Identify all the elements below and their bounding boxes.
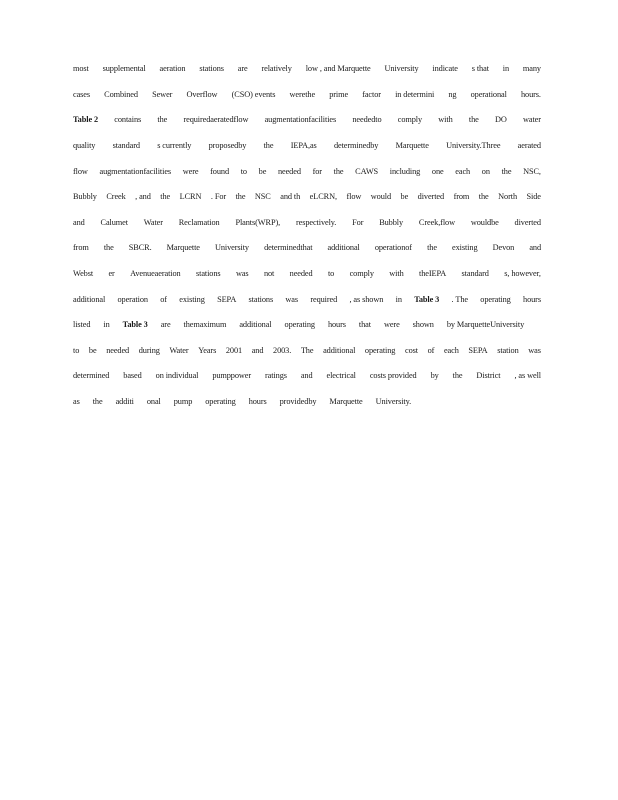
word: the [452,371,463,381]
word: cost [405,345,418,355]
text-line [73,133,541,159]
word: needed [106,345,130,355]
word: NSC, [523,166,541,176]
word: NSC [254,192,271,202]
word: was [528,345,541,355]
word: ng [448,89,457,99]
word: additional [73,294,106,304]
word: supplemental [102,64,146,74]
text-line [73,261,541,287]
word: existing [452,243,478,253]
word: existing [179,294,205,304]
word: diverted [514,217,541,227]
word: hours [248,397,267,407]
word: For [352,217,364,227]
word: Side [526,192,541,202]
word: Creek [106,192,126,202]
word: operating [480,294,511,304]
word: from [453,192,470,202]
word: with [438,115,453,125]
word: CAWS [355,166,379,176]
text-line [73,56,541,82]
word: SBCR. [128,243,152,253]
word: operational [470,89,507,99]
word: additional [239,320,272,330]
word: University [214,243,249,253]
word: to [73,345,80,355]
word: one [431,166,444,176]
word: stations [195,269,221,279]
word: diverted [417,192,445,202]
word: , and [135,192,151,202]
word: Bubbly [73,192,97,202]
word: Sewer [152,89,173,99]
word: found [210,166,229,176]
word: SEPA [468,345,488,355]
word: s that [471,64,489,74]
word: the [92,397,103,407]
word: standard [461,269,489,279]
word: (CSO) events [231,89,276,99]
text-line [73,389,541,415]
word: water [522,115,541,125]
word: the [501,166,512,176]
word: Water [143,217,163,227]
word: comply [349,269,374,279]
word: Creek,flow [418,217,455,227]
word: by [430,371,439,381]
text-line [73,107,541,133]
word: additional [327,243,360,253]
word: of [160,294,167,304]
word: 2003. [273,345,292,355]
word: on [481,166,490,176]
word: ratings [265,371,287,381]
word: during [138,345,160,355]
table-reference: Table 2 [73,115,99,125]
word: University. [375,397,412,407]
text-line [73,312,541,338]
word: pumppower [212,371,252,381]
word: are [237,64,248,74]
word: the [157,115,168,125]
word: proposedby [208,141,247,151]
word: prime [329,89,349,99]
word: operation [117,294,148,304]
word: listed [73,320,91,330]
word: Devon [492,243,515,253]
word: quality [73,141,96,151]
word: Bubbly [379,217,404,227]
word: was [235,269,249,279]
word: stations [248,294,274,304]
word: cases [73,89,91,99]
word: the [478,192,489,202]
word: that [358,320,371,330]
word: in determini [395,89,435,99]
text-line [73,286,541,312]
word: , as well [514,371,541,381]
word: on individual [155,371,199,381]
word: determinedthat [264,243,313,253]
word: of [427,345,435,355]
word: electrical [326,371,356,381]
word: most [73,64,89,74]
word: the [468,115,479,125]
word: from [73,243,89,253]
text-line [73,184,541,210]
word: indicate [432,64,458,74]
table-reference: Table 3 [122,320,148,330]
word: , as shown [349,294,384,304]
word: respectively. [295,217,337,227]
word: North [498,192,517,202]
word: Webst [73,269,94,279]
word: with [389,269,404,279]
word: each [443,345,459,355]
word: Years [198,345,217,355]
word: Plants(WRP), [235,217,281,227]
word: Marquette [395,141,429,151]
word: additi [115,397,134,407]
word: hours [523,294,541,304]
word: hours. [520,89,541,99]
word: was [285,294,299,304]
word: requiredaeratedflow [183,115,249,125]
text-line [73,158,541,184]
word: The [300,345,314,355]
word: 2001 [225,345,243,355]
word: in [502,64,510,74]
word: University.Three [446,141,501,151]
word: standard [112,141,140,151]
word: theIEPA [419,269,447,279]
word: be [400,192,409,202]
word: be [258,166,267,176]
word: aeration [159,64,186,74]
word: are [160,320,171,330]
text-line [73,210,541,236]
word: wouldbe [470,217,499,227]
word: the [427,243,437,253]
word: low , and Marquette [305,64,371,74]
word: and [529,243,541,253]
word: including [389,166,421,176]
text-line [73,82,541,108]
word: onal [146,397,161,407]
word: operating [364,345,396,355]
word: in [395,294,402,304]
word: Marquette [166,243,200,253]
word: determinedby [333,141,379,151]
word: and [300,371,313,381]
word: IEPA,as [290,141,317,151]
word: werethe [289,89,316,99]
word: s, however, [504,269,541,279]
word: to [240,166,247,176]
word: Marquette [329,397,363,407]
word: and [73,217,85,227]
word: contains [114,115,142,125]
word: University [384,64,419,74]
word: comply [397,115,423,125]
word: were [383,320,400,330]
word: the [160,192,171,202]
body-paragraph [73,56,541,414]
word: DO [494,115,507,125]
word: additional [323,345,356,355]
word: factor [362,89,381,99]
word: the [235,192,246,202]
word: not [263,269,275,279]
word: flow [73,166,88,176]
word: pump [173,397,193,407]
table-reference: Table 3 [414,294,440,304]
word: based [123,371,142,381]
text-line [73,338,541,364]
word: Avenueaeration [130,269,181,279]
word: were [182,166,199,176]
text-line [73,363,541,389]
word: in [103,320,110,330]
word: for [312,166,322,176]
word: the [263,141,274,151]
word: Combined [104,89,138,99]
word: be [88,345,97,355]
word: and th [280,192,301,202]
word: aerated [517,141,541,151]
word: relatively [261,64,292,74]
word: er [108,269,115,279]
word: District [476,371,501,381]
word: to [327,269,335,279]
word: Calumet [100,217,128,227]
word: LCRN [179,192,202,202]
word: stations [199,64,224,74]
word: by MarquetteUniversity [446,320,525,330]
word: station [497,345,519,355]
word: eLCRN, [309,192,337,202]
word: Overflow [186,89,218,99]
word: operating [284,320,315,330]
word: and [251,345,264,355]
word: shown [412,320,434,330]
word: the [103,243,114,253]
word: augmentationfacilities [264,115,337,125]
word: operationof [374,243,412,253]
word: costs provided [369,371,417,381]
word: neededto [352,115,382,125]
word: Reclamation [178,217,220,227]
word: . For [210,192,227,202]
word: determined [73,371,110,381]
word: . The [451,294,468,304]
word: flow [346,192,362,202]
word: as [73,397,80,407]
word: SEPA [217,294,237,304]
word: would [370,192,392,202]
word: hours [327,320,346,330]
word: many [522,64,541,74]
word: the [333,166,344,176]
word: s currently [157,141,192,151]
text-line [73,235,541,261]
word: needed [277,166,301,176]
word: providedby [279,397,317,407]
word: augmentationfacilities [99,166,172,176]
word: each [455,166,471,176]
word: required [310,294,338,304]
word: operating [205,397,236,407]
word: Water [169,345,189,355]
word: needed [289,269,313,279]
word: themaximum [183,320,227,330]
